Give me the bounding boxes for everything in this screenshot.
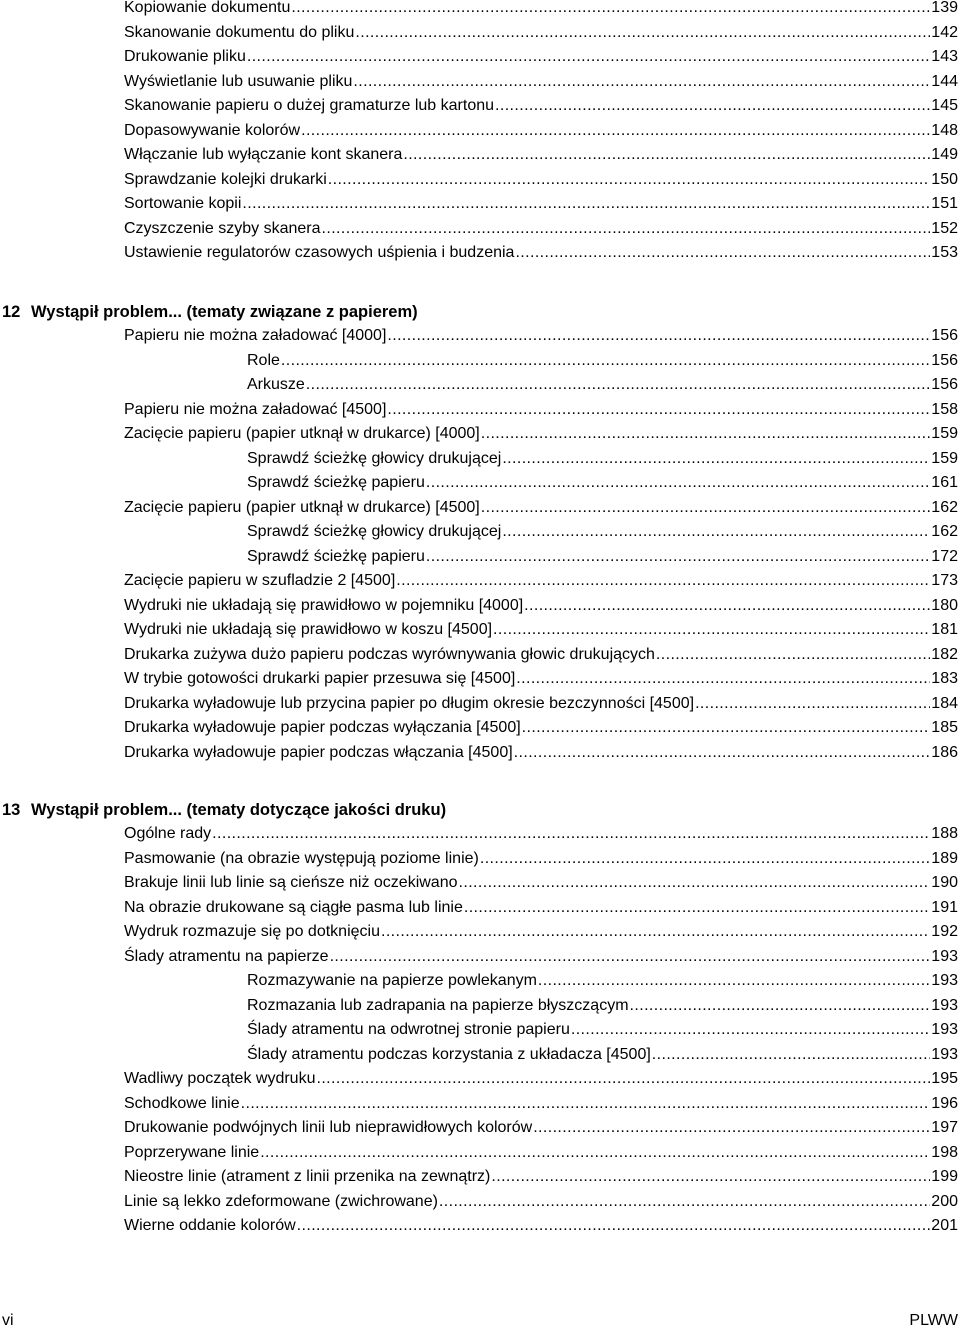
dot-leader bbox=[353, 70, 930, 95]
dot-leader bbox=[439, 1190, 930, 1215]
dot-leader bbox=[464, 896, 930, 921]
dot-leader bbox=[426, 471, 930, 496]
dot-leader bbox=[533, 1116, 930, 1141]
toc-entry[interactable] bbox=[124, 324, 958, 349]
toc-entry-page: 201 bbox=[931, 1217, 958, 1234]
toc-entry-page: 144 bbox=[931, 72, 958, 90]
toc-entry-label: Drukowanie pliku bbox=[124, 48, 246, 65]
toc-entry[interactable] bbox=[124, 1067, 958, 1092]
toc-entry[interactable] bbox=[124, 741, 958, 766]
dot-leader bbox=[355, 21, 930, 46]
toc-entry-page: 188 bbox=[931, 825, 958, 842]
toc-entry-label: Rozmazania lub zadrapania na papierze błyszczącym bbox=[247, 996, 629, 1014]
toc-entry-label: Drukarka wyładowuje papier podczas włączania [4500] bbox=[124, 743, 513, 761]
dot-leader bbox=[481, 422, 931, 447]
toc-entry[interactable] bbox=[124, 1092, 958, 1117]
toc-entry-label: Schodkowe linie bbox=[124, 1094, 240, 1112]
toc-entry[interactable] bbox=[124, 716, 958, 741]
toc-entry[interactable] bbox=[124, 871, 958, 896]
toc-entry-page: 190 bbox=[931, 874, 958, 891]
toc-entry-page: 159 bbox=[931, 425, 958, 442]
toc-entry-page: 181 bbox=[931, 621, 958, 638]
toc-entry-page: 199 bbox=[931, 1168, 958, 1185]
chapter-number: 13 bbox=[2, 801, 21, 819]
chapter-title: Wystąpił problem... (tematy dotyczące jakości druku) bbox=[31, 801, 447, 819]
toc-entry-page: 193 bbox=[931, 1021, 958, 1038]
toc-entry[interactable] bbox=[124, 94, 958, 119]
toc-entry[interactable] bbox=[124, 847, 958, 872]
dot-leader bbox=[491, 1165, 930, 1190]
toc-entry[interactable] bbox=[124, 667, 958, 692]
toc-entry-page: 197 bbox=[931, 1119, 958, 1136]
toc-entry[interactable] bbox=[247, 1018, 958, 1043]
toc-entry-label: Wydruki nie układają się prawidłowo w koszu [4500] bbox=[124, 621, 493, 638]
toc-entry[interactable] bbox=[124, 241, 958, 266]
toc-entry-page: 150 bbox=[931, 170, 958, 188]
dot-leader bbox=[403, 143, 930, 168]
toc-entry-label: Papieru nie można załadować [4500] bbox=[124, 400, 387, 418]
dot-leader bbox=[281, 349, 930, 374]
toc-entry-page: 162 bbox=[931, 523, 958, 540]
toc-entry-label: Zacięcie papieru (papier utknął w drukarce) [4000] bbox=[124, 425, 480, 442]
toc-entry[interactable] bbox=[247, 520, 958, 545]
toc-entry-label: Wydruki nie układają się prawidłowo w pojemniku [4000] bbox=[124, 596, 524, 614]
toc-entry-page: 193 bbox=[931, 947, 958, 965]
toc-entry[interactable] bbox=[124, 45, 958, 70]
dot-leader bbox=[330, 945, 931, 970]
toc-entry[interactable] bbox=[124, 192, 958, 217]
dot-leader bbox=[538, 969, 930, 994]
toc-entry-label: Wierne oddanie kolorów bbox=[124, 1217, 296, 1234]
dot-leader bbox=[459, 871, 931, 896]
toc-entry[interactable] bbox=[124, 422, 958, 447]
toc-entry-label: Linie są lekko zdeformowane (zwichrowane) bbox=[124, 1192, 438, 1210]
dot-leader bbox=[524, 594, 930, 619]
dot-leader bbox=[247, 45, 930, 70]
toc-entry-label: Papieru nie można załadować [4000] bbox=[124, 327, 387, 344]
toc-entry-label: Brakuje linii lub linie są cieńsze niż oczekiwano bbox=[124, 874, 458, 891]
toc-entry[interactable] bbox=[124, 1165, 958, 1190]
toc-entry-page: 189 bbox=[931, 849, 958, 867]
toc-entry-label: Arkusze bbox=[247, 376, 305, 393]
toc-entry-page: 156 bbox=[931, 351, 958, 369]
toc-entry-page: 193 bbox=[931, 1045, 958, 1063]
toc-entry[interactable] bbox=[247, 349, 958, 374]
toc-entry[interactable] bbox=[124, 1141, 958, 1166]
dot-leader bbox=[387, 398, 930, 423]
dot-leader bbox=[514, 741, 931, 766]
toc-entry[interactable] bbox=[247, 471, 958, 496]
toc-entry-label: Sortowanie kopii bbox=[124, 195, 242, 212]
toc-entry-page: 198 bbox=[931, 1143, 958, 1161]
toc-entry-page: 159 bbox=[931, 449, 958, 467]
dot-leader bbox=[656, 643, 930, 668]
toc-entry-label: Ustawienie regulatorów czasowych uśpienia i budzenia bbox=[124, 244, 515, 261]
toc-entry-page: 156 bbox=[931, 327, 958, 344]
toc-entry-label: Pasmowanie (na obrazie występują poziome linie) bbox=[124, 849, 479, 867]
toc-entry-label: Skanowanie dokumentu do pliku bbox=[124, 23, 355, 41]
toc-entry-label: Włączanie lub wyłączanie kont skanera bbox=[124, 146, 403, 163]
chapter-heading[interactable] bbox=[2, 798, 446, 822]
toc-entry-label: Ślady atramentu na papierze bbox=[124, 947, 329, 965]
dot-leader bbox=[316, 1067, 930, 1092]
dot-leader bbox=[502, 520, 930, 545]
toc-entry-label: Kopiowanie dokumentu bbox=[124, 0, 291, 16]
dot-leader bbox=[480, 847, 930, 872]
toc-entry-label: Sprawdź ścieżkę głowicy drukującej bbox=[247, 523, 502, 540]
toc-entry-label: Skanowanie papieru o dużej gramaturze lub kartonu bbox=[124, 97, 495, 114]
toc-entry-page: 172 bbox=[931, 547, 958, 565]
toc-entry-page: 185 bbox=[931, 719, 958, 736]
toc-entry[interactable] bbox=[124, 21, 958, 46]
dot-leader bbox=[493, 618, 930, 643]
toc-entry[interactable] bbox=[247, 373, 958, 398]
dot-leader bbox=[242, 192, 930, 217]
toc-entry-page: 148 bbox=[931, 121, 958, 139]
toc-entry-page: 192 bbox=[931, 923, 958, 940]
toc-entry-page: 186 bbox=[931, 743, 958, 761]
toc-entry[interactable] bbox=[124, 0, 958, 21]
dot-leader bbox=[322, 217, 931, 242]
dot-leader bbox=[695, 692, 930, 717]
toc-entry-label: Sprawdź ścieżkę papieru bbox=[247, 474, 425, 491]
toc-entry[interactable] bbox=[124, 692, 958, 717]
dot-leader bbox=[516, 667, 930, 692]
toc-entry[interactable] bbox=[124, 1214, 958, 1239]
toc-entry-page: 180 bbox=[931, 596, 958, 614]
toc-entry[interactable] bbox=[124, 920, 958, 945]
toc-entry-label: Sprawdzanie kolejki drukarki bbox=[124, 170, 327, 188]
footer-brand: PLWW bbox=[909, 1312, 958, 1329]
dot-leader bbox=[381, 920, 930, 945]
dot-leader bbox=[260, 1141, 930, 1166]
toc-entry[interactable] bbox=[124, 119, 958, 144]
toc-entry-label: W trybie gotowości drukarki papier przesuwa się [4500] bbox=[124, 670, 516, 687]
toc-entry[interactable] bbox=[124, 217, 958, 242]
toc-entry[interactable] bbox=[124, 643, 958, 668]
toc-entry-page: 162 bbox=[931, 498, 958, 516]
toc-entry-page: 142 bbox=[931, 23, 958, 41]
dot-leader bbox=[306, 373, 931, 398]
toc-entry-page: 191 bbox=[931, 898, 958, 916]
toc-entry-page: 196 bbox=[931, 1094, 958, 1112]
toc-entry-page: 195 bbox=[931, 1070, 958, 1087]
toc-entry[interactable] bbox=[124, 1190, 958, 1215]
toc-entry-label: Wyświetlanie lub usuwanie pliku bbox=[124, 72, 353, 90]
toc-entry-page: 158 bbox=[931, 400, 958, 418]
toc-entry-label: Zacięcie papieru (papier utknął w drukarce) [4500] bbox=[124, 498, 480, 516]
toc-entry-page: 153 bbox=[931, 244, 958, 261]
toc-entry-page: 145 bbox=[931, 97, 958, 114]
toc-entry[interactable] bbox=[124, 945, 958, 970]
toc-entry-label: Drukarka wyładowuje lub przycina papier po długim okresie bezczynności [4500] bbox=[124, 694, 695, 712]
toc-entry-label: Wadliwy początek wydruku bbox=[124, 1070, 316, 1087]
toc-entry[interactable] bbox=[124, 168, 958, 193]
dot-leader bbox=[522, 716, 931, 741]
dot-leader bbox=[502, 447, 930, 472]
toc-entry-label: Sprawdź ścieżkę głowicy drukującej bbox=[247, 449, 502, 467]
dot-leader bbox=[495, 94, 930, 119]
toc-entry[interactable] bbox=[124, 143, 958, 168]
toc-entry[interactable] bbox=[247, 447, 958, 472]
dot-leader bbox=[291, 0, 930, 21]
dot-leader bbox=[297, 1214, 931, 1239]
toc-entry[interactable] bbox=[124, 896, 958, 921]
chapter-title: Wystąpił problem... (tematy związane z papierem) bbox=[31, 303, 418, 321]
toc-entry[interactable] bbox=[124, 594, 958, 619]
dot-leader bbox=[571, 1018, 930, 1043]
dot-leader bbox=[652, 1043, 931, 1068]
toc-entry[interactable] bbox=[124, 618, 958, 643]
toc-entry-page: 182 bbox=[931, 645, 958, 663]
toc-entry-page: 184 bbox=[931, 694, 958, 712]
toc-entry-label: Drukarka wyładowuje papier podczas wyłączania [4500] bbox=[124, 719, 521, 736]
toc-entry[interactable] bbox=[247, 969, 958, 994]
dot-leader bbox=[301, 119, 930, 144]
toc-entry[interactable] bbox=[124, 569, 958, 594]
toc-entry[interactable] bbox=[124, 1116, 958, 1141]
dot-leader bbox=[515, 241, 930, 266]
chapter-number: 12 bbox=[2, 303, 21, 321]
dot-leader bbox=[426, 545, 930, 570]
toc-entry-label: Drukowanie podwójnych linii lub nieprawidłowych kolorów bbox=[124, 1119, 533, 1136]
toc-entry-label: Czyszczenie szyby skanera bbox=[124, 219, 321, 237]
toc-entry[interactable] bbox=[124, 822, 958, 847]
toc-entry-label: Wydruk rozmazuje się po dotknięciu bbox=[124, 923, 380, 940]
toc-entry-label: Dopasowywanie kolorów bbox=[124, 121, 301, 139]
toc-entry-page: 151 bbox=[931, 195, 958, 212]
toc-entry-page: 152 bbox=[931, 219, 958, 237]
footer-page-number: vi bbox=[2, 1312, 14, 1329]
toc-entry-page: 161 bbox=[931, 474, 958, 491]
dot-leader bbox=[396, 569, 930, 594]
toc-entry[interactable] bbox=[124, 496, 958, 521]
toc-entry-label: Ślady atramentu na odwrotnej stronie papieru bbox=[247, 1021, 570, 1038]
toc-entry-label: Na obrazie drukowane są ciągłe pasma lub linie bbox=[124, 898, 463, 916]
toc-entry-label: Ślady atramentu podczas korzystania z układacza [4500] bbox=[247, 1045, 651, 1063]
toc-entry-page: 183 bbox=[931, 670, 958, 687]
toc-entry-label: Zacięcie papieru w szufladzie 2 [4500] bbox=[124, 572, 396, 589]
toc-entry-page: 156 bbox=[931, 376, 958, 393]
toc-entry[interactable] bbox=[124, 398, 958, 423]
toc-entry-label: Role bbox=[247, 351, 280, 369]
toc-entry-label: Nieostre linie (atrament z linii przenika na zewnątrz) bbox=[124, 1168, 491, 1185]
toc-entry-label: Rozmazywanie na papierze powlekanym bbox=[247, 972, 537, 989]
dot-leader bbox=[241, 1092, 931, 1117]
toc-entry-label: Poprzerywane linie bbox=[124, 1143, 260, 1161]
toc-entry-page: 200 bbox=[931, 1192, 958, 1210]
dot-leader bbox=[387, 324, 930, 349]
toc-entry[interactable] bbox=[124, 70, 958, 95]
toc-entry[interactable] bbox=[247, 545, 958, 570]
toc-entry-label: Drukarka zużywa dużo papieru podczas wyrównywania głowic drukujących bbox=[124, 645, 655, 663]
dot-leader bbox=[212, 822, 930, 847]
toc-entry-label: Ogólne rady bbox=[124, 825, 212, 842]
toc-entry-page: 143 bbox=[931, 48, 958, 65]
dot-leader bbox=[630, 994, 931, 1019]
toc-entry-page: 149 bbox=[931, 146, 958, 163]
toc-entry-page: 139 bbox=[931, 0, 958, 16]
toc-entry[interactable] bbox=[247, 1043, 958, 1068]
toc-entry-page: 193 bbox=[931, 996, 958, 1014]
toc-entry-label: Sprawdź ścieżkę papieru bbox=[247, 547, 425, 565]
toc-entry-page: 193 bbox=[931, 972, 958, 989]
toc-entry[interactable] bbox=[247, 994, 958, 1019]
dot-leader bbox=[328, 168, 931, 193]
dot-leader bbox=[481, 496, 931, 521]
chapter-heading[interactable] bbox=[2, 300, 418, 324]
toc-entry-page: 173 bbox=[931, 572, 958, 589]
